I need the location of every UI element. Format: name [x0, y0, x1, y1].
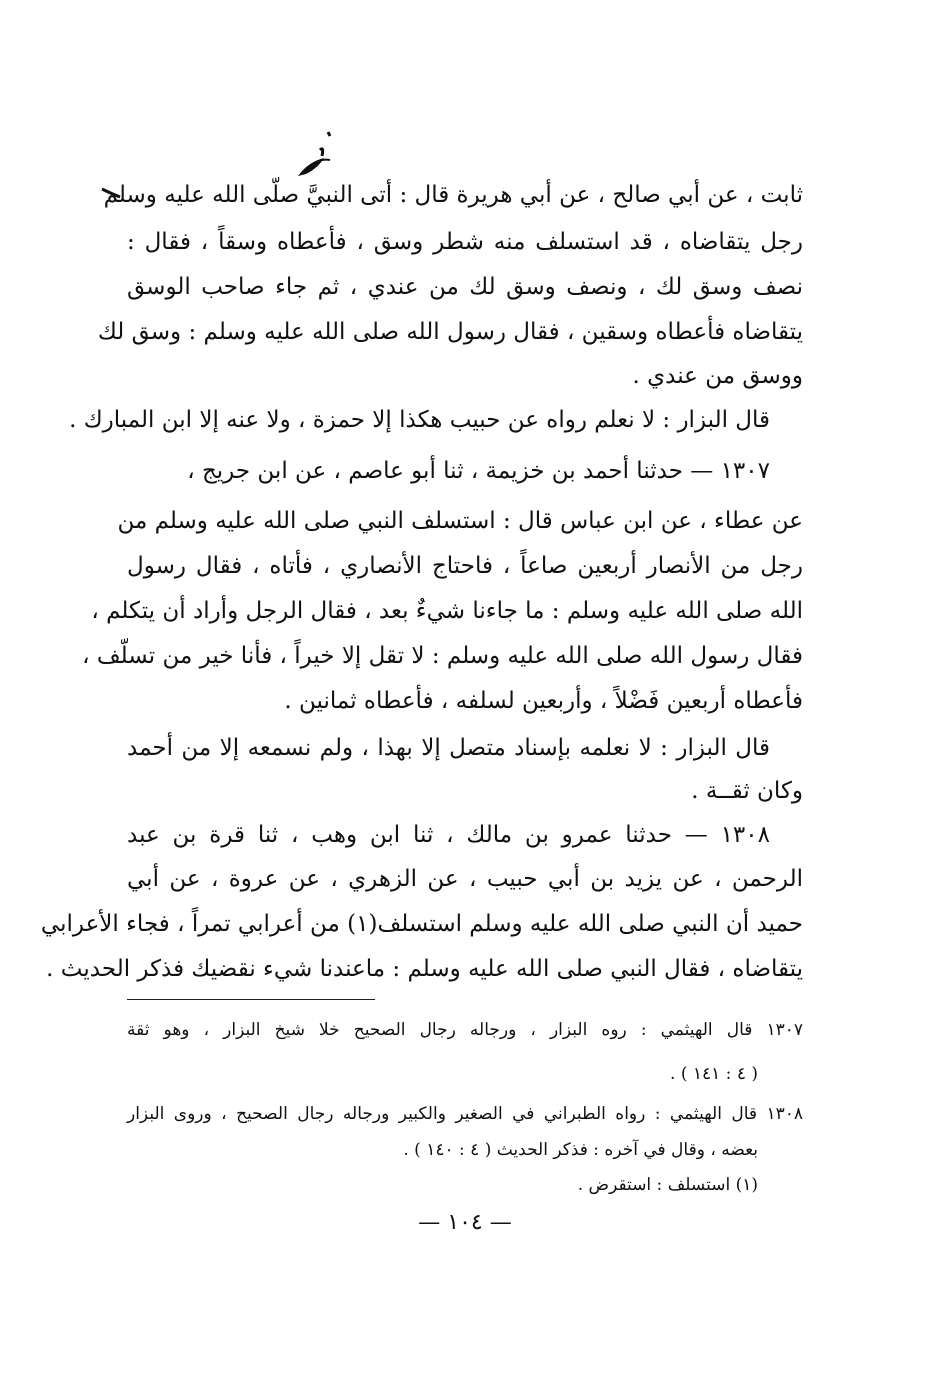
body-line: قال البزار : لا نعلمه بإسناد متصل إلا بهذا ، ولم نسمعه إلا من أحمد — [127, 735, 770, 761]
body-line: نصف وسق لك ، ونصف وسق لك من عندي ، ثم جاء صاحب الوسق — [127, 274, 803, 300]
body-line: فأعطاه أربعين فَضْلاً ، وأربعين لسلفه ، فأعطاه ثمانين . — [284, 688, 803, 714]
footnote-line: ١٣٠٨ قال الهيثمي : رواه الطبراني في الصغير والكبير ورجاله رجال الصحيح ، وروى البزار — [127, 1104, 803, 1124]
handwritten-mark-icon — [280, 128, 340, 178]
footnote-line: ( ٤ : ١٤١ ) . — [670, 1064, 758, 1084]
body-line: عن عطاء ، عن ابن عباس قال : استسلف النبي صلى الله عليه وسلم من — [117, 508, 803, 534]
hadith-heading-1308: ١٣٠٨ — حدثنا عمرو بن مالك ، ثنا ابن وهب ، ثنا قرة بن عبد — [127, 822, 770, 848]
body-line: الله صلى الله عليه وسلم : ما جاءنا شيءٌ بعد ، فقال الرجل وأراد أن يتكلم ، — [91, 598, 803, 624]
footnote-line: بعضه ، وقال في آخره : فذكر الحديث ( ٤ : ١٤٠ ) . — [403, 1140, 758, 1160]
footnote-divider — [127, 999, 375, 1000]
footnote-line: (١) استسلف : استقرض . — [577, 1175, 758, 1195]
body-line: فقال رسول الله صلى الله عليه وسلم : لا تقل إلا خيراً ، فأنا خير من تسلّف ، — [82, 643, 803, 669]
body-line: حميد أن النبي صلى الله عليه وسلم استسلف(١) من أعرابي تمراً ، فجاء الأعرابي — [40, 911, 803, 937]
hadith-heading-1307: ١٣٠٧ — حدثنا أحمد بن خزيمة ، ثنا أبو عاصم ، عن ابن جريج ، — [187, 458, 770, 484]
body-line: رجل يتقاضاه ، قد استسلف منه شطر وسق ، فأعطاه وسقاً ، فقال : — [127, 229, 803, 255]
body-line: رجل من الأنصار أربعين صاعاً ، فاحتاج الأنصاري ، فأتاه ، فقال رسول — [127, 553, 803, 579]
body-line: يتقاضاه فأعطاه وسقين ، فقال رسول الله صلى الله عليه وسلم : وسق لك — [97, 319, 803, 345]
page-number: — ١٠٤ — — [418, 1210, 512, 1235]
body-line: يتقاضاه ، فقال النبي صلى الله عليه وسلم : ماعندنا شيء نقضيك فذكر الحديث . — [46, 956, 803, 982]
body-line: ووسق من عندي . — [632, 363, 803, 389]
body-line: قال البزار : لا نعلم رواه عن حبيب هكذا إلا حمزة ، ولا عنه إلا ابن المبارك . — [69, 407, 770, 433]
footnote-line: ١٣٠٧ قال الهيثمي : روه البزار ، ورجاله رجال الصحيح خلا شيخ البزار ، وهو ثقة — [127, 1020, 803, 1040]
body-line: وكان ثقــة . — [691, 778, 803, 804]
body-line: ثابت ، عن أبي صالح ، عن أبي هريرة قال : أتى النبيَّ صلّى الله عليه وسلم — [103, 182, 803, 208]
body-line: الرحمن ، عن يزيد بن أبي حبيب ، عن الزهري ، عن عروة ، عن أبي — [127, 866, 803, 892]
